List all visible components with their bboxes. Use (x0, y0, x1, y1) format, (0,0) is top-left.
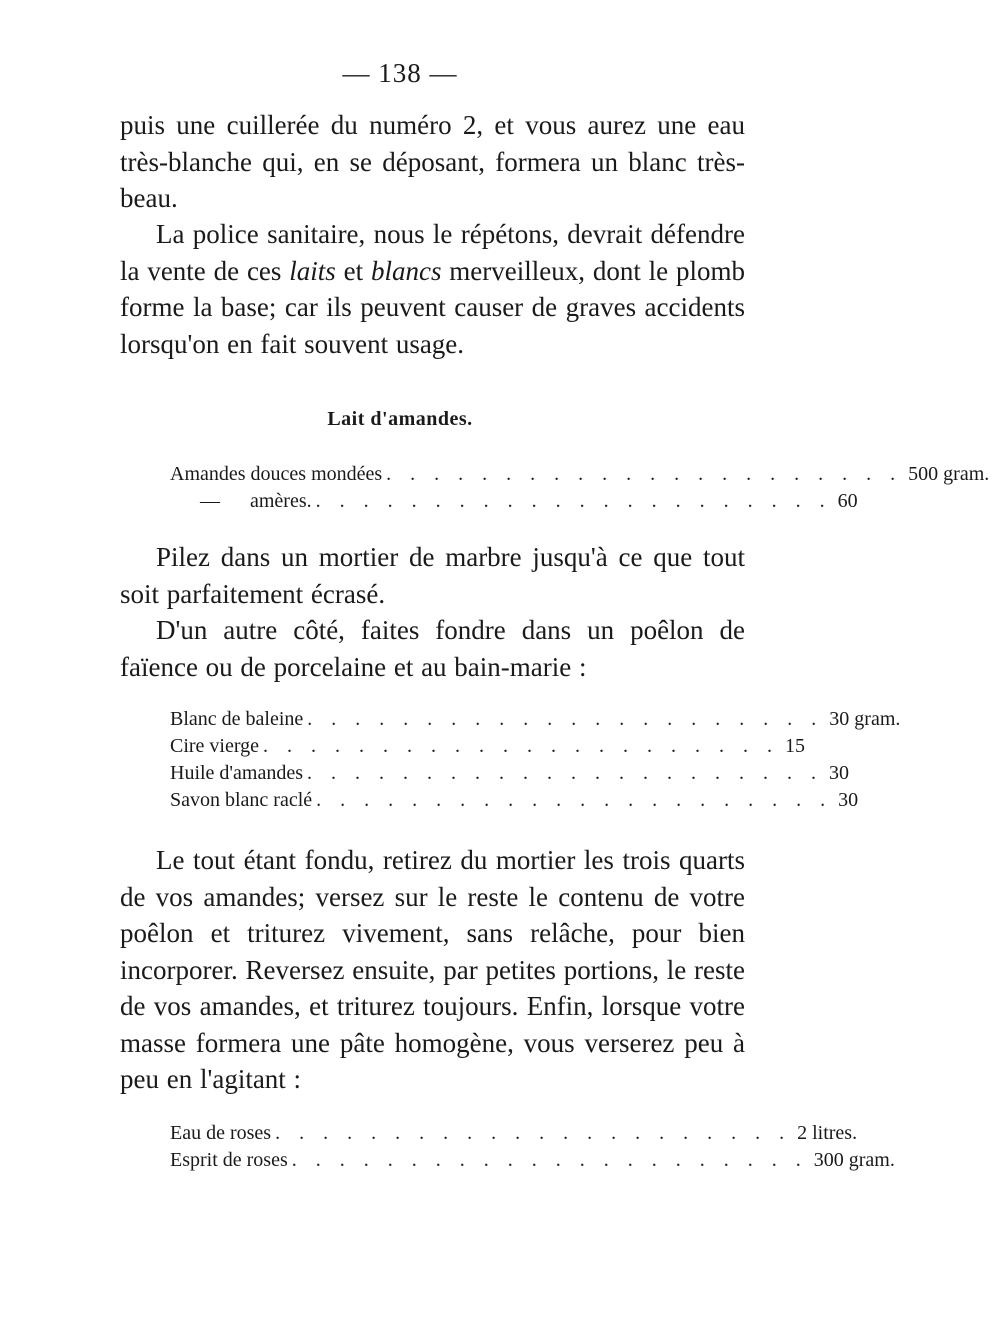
ingredient-name-group (170, 488, 312, 515)
dot-leader: . . . . . . . . . . . . . . . . . . . . . . (316, 789, 833, 811)
ingredient-name: Esprit de roses (170, 1149, 288, 1171)
ingredient-quantity: 30 (838, 789, 859, 811)
paragraph-pilez (120, 539, 745, 612)
ingredient-row (170, 461, 990, 488)
page-number: — 138 — (342, 58, 458, 88)
ingredient-row (170, 1120, 858, 1147)
ingredient-list-1 (170, 461, 990, 515)
paragraph-police-sanitaire (120, 216, 745, 362)
ingredient-row (170, 760, 850, 787)
para2-text-3: merveilleux, dont le plomb forme la base; car ils peuvent causer de graves accidents lorsqu'on en fait souvent usage. (120, 255, 745, 359)
para4-text: D'un autre côté, faites fondre dans un poêlon de faïence ou de porcelaine et au bain-marie : (120, 615, 745, 682)
para2-italic-2: blancs (370, 255, 442, 286)
ingredient-name: Huile d'amandes (170, 762, 304, 784)
dot-leader: . . . . . . . . . . . . . . . . . . . . . . (307, 708, 824, 730)
paragraph-continuation: puis une cuillerée du numéro 2, et vous aurez une eau très-blanche qui, en se déposant, formera un blanc très-beau. (120, 110, 745, 213)
ingredient-name: Amandes douces mondées (170, 463, 383, 485)
ingredient-list-3 (170, 1120, 895, 1174)
dot-leader: . . . . . . . . . . . . . . . . . . . . . . (263, 735, 780, 757)
ingredient-quantity: 15 (785, 735, 806, 757)
ingredient-name: Blanc de baleine (170, 708, 304, 730)
para2-text-1: La police sanitaire, nous le répétons, devrait défendre la vente de ces (120, 219, 745, 286)
ingredient-quantity: 2 litres. (797, 1122, 858, 1144)
ingredient-row (170, 706, 901, 733)
section-heading: Lait d'amandes. (327, 408, 473, 430)
ingredient-row (170, 488, 858, 515)
dot-leader: . . . . . . . . . . . . . . . . . . . . . . (291, 1149, 808, 1171)
para2-text-2: et (335, 255, 371, 286)
dot-leader: . . . . . . . . . . . . . . . . . . . . . . (315, 490, 832, 512)
paragraph-autre-cote (120, 612, 745, 685)
ingredient-list-2 (170, 706, 901, 814)
dot-leader: . . . . . . . . . . . . . . . . . . . . . . (307, 762, 824, 784)
ingredient-quantity: 30 (829, 762, 850, 784)
paragraph-le-tout (120, 842, 745, 1098)
para5-text: Le tout étant fondu, retirez du mortier les trois quarts de vos amandes; versez sur le reste le contenu de votre poêlon et triturez vivement, sans relâche, pour bien incorporer. Reversez ensuite, par petites portions, le reste de vos amandes, et triturez toujours. Enfin, lorsque votre masse formera une pâte homogène, vous verserez peu à peu en l'agitant : (120, 845, 745, 1094)
para3-text: Pilez dans un mortier de marbre jusqu'à ce que tout soit parfaitement écrasé. (120, 542, 745, 609)
para2-italic-1: laits (289, 255, 336, 286)
ingredient-name: Eau de roses (170, 1122, 272, 1144)
ingredient-quantity: 60 (837, 490, 858, 512)
ingredient-name: Savon blanc raclé (170, 789, 313, 811)
ingredient-row (170, 1147, 895, 1174)
ingredient-quantity: 30 gram. (829, 708, 901, 730)
ingredient-name: Cire vierge (170, 735, 260, 757)
ingredient-quantity: 500 gram. (908, 463, 990, 485)
ingredient-quantity: 300 gram. (813, 1149, 895, 1171)
ingredient-row (170, 787, 859, 814)
dot-leader: . . . . . . . . . . . . . . . . . . . . . . (386, 463, 903, 485)
ingredient-row (170, 733, 806, 760)
ditto-dash: — (200, 490, 220, 512)
dot-leader: . . . . . . . . . . . . . . . . . . . . . . (275, 1122, 792, 1144)
ingredient-name: amères. (250, 490, 312, 512)
